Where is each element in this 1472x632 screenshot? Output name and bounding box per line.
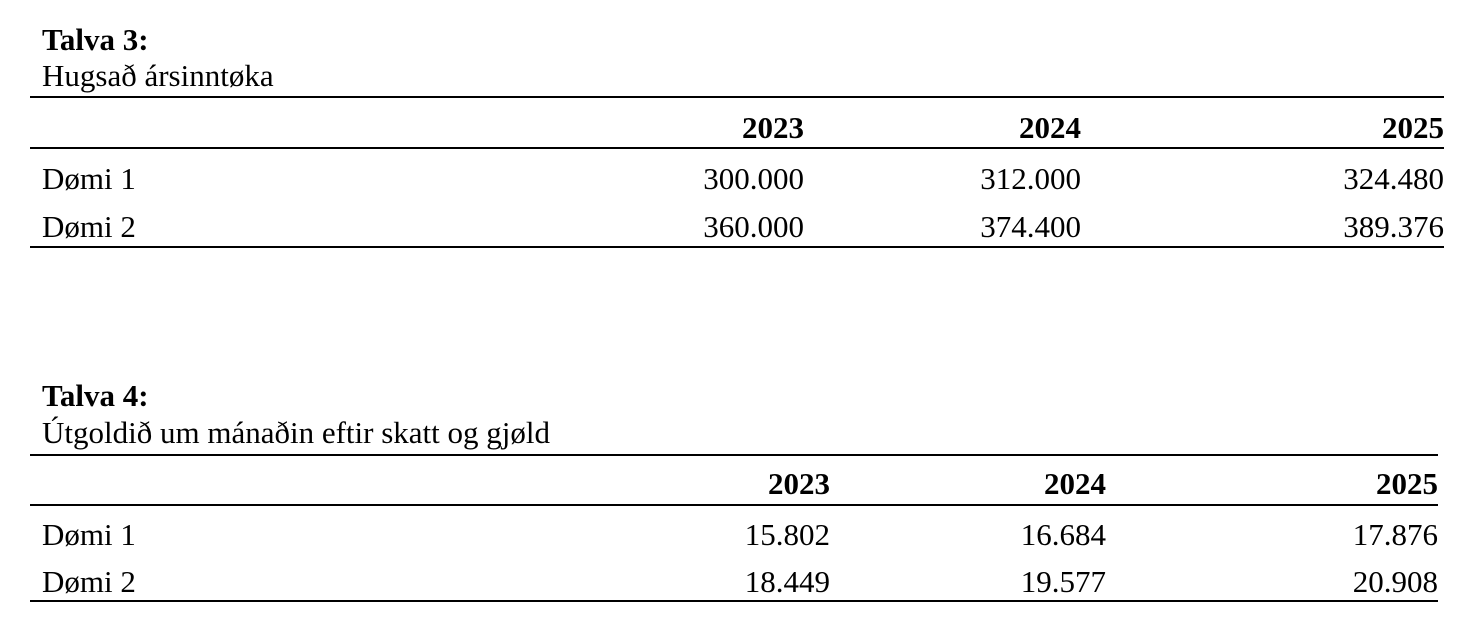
table-4-bottom-rule [30,600,1438,602]
table-3-row-2-2023: 360.000 [703,209,804,244]
table-3-row-1-2025: 324.480 [1343,161,1444,196]
table-3-row-2-label: Dømi 2 [42,209,136,244]
table-3-row-2-2025: 389.376 [1343,209,1444,244]
table-3-top-rule [30,96,1444,98]
table-4-col-2025: 2025 [1376,466,1438,501]
table-3-subtitle: Hugsað ársinntøka [42,58,274,93]
table-4-row-1-label: Dømi 1 [42,517,136,552]
table-4-header-rule [30,504,1438,506]
table-3-bottom-rule [30,246,1444,248]
table-4-col-2023: 2023 [768,466,830,501]
table-3-col-2025: 2025 [1382,110,1444,145]
table-3-row-1-2023: 300.000 [703,161,804,196]
table-3-row-1-label: Dømi 1 [42,161,136,196]
table-4-row-2-label: Dømi 2 [42,564,136,599]
table-4-row-2-2024: 19.577 [1020,564,1106,599]
table-4-subtitle: Útgoldið um mánaðin eftir skatt og gjøld [42,415,550,450]
table-3-row-1-2024: 312.000 [980,161,1081,196]
table-3-col-2023: 2023 [742,110,804,145]
table-4-row-1-2023: 15.802 [744,517,830,552]
table-4-row-1-2025: 17.876 [1352,517,1438,552]
table-4-title: Talva 4: [42,378,149,413]
table-4-col-2024: 2024 [1044,466,1106,501]
table-3-row-2-2024: 374.400 [980,209,1081,244]
table-4-top-rule [30,454,1438,456]
table-3-col-2024: 2024 [1019,110,1081,145]
table-4-row-2-2025: 20.908 [1352,564,1438,599]
table-4-row-1-2024: 16.684 [1020,517,1106,552]
table-3-title: Talva 3: [42,22,149,57]
table-3-header-rule [30,147,1444,149]
table-4-row-2-2023: 18.449 [744,564,830,599]
